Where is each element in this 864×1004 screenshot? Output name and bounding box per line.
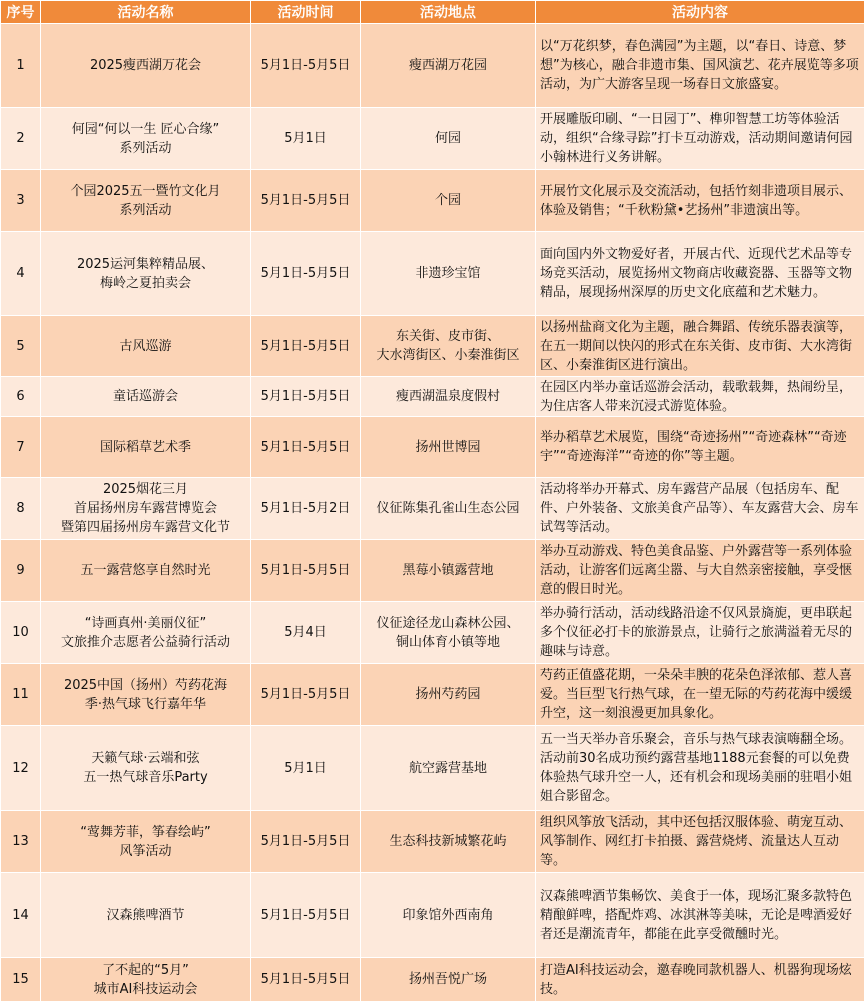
cell-event-time: 5月1日-5月5日 — [251, 170, 361, 232]
cell-event-place: 瘦西湖万花园 — [361, 24, 536, 108]
cell-index: 12 — [1, 726, 41, 811]
cell-event-name: 了不起的“5月” 城市AI科技运动会 — [41, 958, 251, 1002]
cell-event-place: 非遗珍宝馆 — [361, 232, 536, 316]
cell-event-time: 5月1日-5月5日 — [251, 24, 361, 108]
cell-event-name: 何园“何以一生 匠心合缘” 系列活动 — [41, 108, 251, 170]
cell-event-place: 生态科技新城繁花屿 — [361, 811, 536, 873]
cell-event-content: 芍药正值盛花期，一朵朵丰腴的花朵色泽浓郁、惹人喜爱。当巨型飞行热气球，在一望无际的芍药花海中缓缓升空，这一刻浪漫更加具象化。 — [536, 664, 864, 726]
cell-event-content: 活动将举办开幕式、房车露营产品展（包括房车、配件、户外装备、文旅美食产品等）、车友露营大会、房车试驾等活动。 — [536, 478, 864, 540]
table-row — [1, 232, 864, 316]
cell-event-name: 2025瘦西湖万花会 — [41, 24, 251, 108]
cell-event-time: 5月1日-5月5日 — [251, 377, 361, 417]
cell-index: 9 — [1, 540, 41, 602]
table-row — [1, 170, 864, 232]
table-row — [1, 726, 864, 811]
cell-event-place: 何园 — [361, 108, 536, 170]
table-row — [1, 540, 864, 602]
cell-index: 5 — [1, 316, 41, 377]
table-row — [1, 316, 864, 377]
cell-event-name: 天籁气球·云端和弦 五一热气球音乐Party — [41, 726, 251, 811]
cell-event-place: 黑莓小镇露营地 — [361, 540, 536, 602]
table-row — [1, 602, 864, 664]
cell-event-place: 扬州吾悦广场 — [361, 958, 536, 1002]
cell-event-content: 开展雕版印刷、“一日园丁”、榫卯智慧工坊等体验活动，组织“合缘寻踪”打卡互动游戏，活动期间邀请何园小翰林进行义务讲解。 — [536, 108, 864, 170]
cell-event-name: 2025中国（扬州）芍药花海 季·热气球飞行嘉年华 — [41, 664, 251, 726]
cell-event-name: 五一露营悠享自然时光 — [41, 540, 251, 602]
cell-event-time: 5月1日-5月5日 — [251, 811, 361, 873]
cell-event-place: 个园 — [361, 170, 536, 232]
cell-index: 11 — [1, 664, 41, 726]
cell-event-time: 5月1日 — [251, 108, 361, 170]
cell-event-place: 东关街、皮市街、 大水湾街区、小秦淮街区 — [361, 316, 536, 377]
cell-event-name: “莺舞芳菲，筝春绘屿” 风筝活动 — [41, 811, 251, 873]
table-row — [1, 478, 864, 540]
cell-event-content: 举办稻草艺术展览，围绕“奇迹扬州”“奇迹森林”“奇迹宇”“奇迹海洋”“奇迹的你”等主题。 — [536, 417, 864, 478]
table-body — [1, 24, 864, 1002]
cell-event-time: 5月1日-5月2日 — [251, 478, 361, 540]
cell-index: 3 — [1, 170, 41, 232]
cell-event-time: 5月1日-5月5日 — [251, 540, 361, 602]
table-row — [1, 108, 864, 170]
header-event-content: 活动内容 — [536, 1, 864, 24]
cell-event-time: 5月1日-5月5日 — [251, 873, 361, 958]
cell-event-place: 印象馆外西南角 — [361, 873, 536, 958]
cell-index: 7 — [1, 417, 41, 478]
cell-event-content: 举办骑行活动，活动线路沿途不仅风景旖旎，更串联起多个仪征必打卡的旅游景点，让骑行之旅满溢着无尽的趣味与诗意。 — [536, 602, 864, 664]
cell-event-time: 5月1日-5月5日 — [251, 316, 361, 377]
cell-event-content: 开展竹文化展示及交流活动，包括竹刻非遗项目展示、体验及销售；“千秋粉黛•艺扬州”非遗演出等。 — [536, 170, 864, 232]
cell-event-place: 仪征途径龙山森林公园、 铜山体育小镇等地 — [361, 602, 536, 664]
cell-event-content: 打造AI科技运动会，邀春晚同款机器人、机器狗现场炫技。 — [536, 958, 864, 1002]
cell-event-name: 童话巡游会 — [41, 377, 251, 417]
cell-event-place: 扬州世博园 — [361, 417, 536, 478]
cell-event-time: 5月1日-5月5日 — [251, 958, 361, 1002]
cell-event-time: 5月1日-5月5日 — [251, 664, 361, 726]
header-event-place: 活动地点 — [361, 1, 536, 24]
cell-event-name: “诗画真州·美丽仪征” 文旅推介志愿者公益骑行活动 — [41, 602, 251, 664]
table-row — [1, 958, 864, 1002]
cell-event-name: 国际稻草艺术季 — [41, 417, 251, 478]
table-row — [1, 417, 864, 478]
cell-index: 10 — [1, 602, 41, 664]
header-event-name: 活动名称 — [41, 1, 251, 24]
header-row — [1, 1, 864, 24]
cell-event-name: 古风巡游 — [41, 316, 251, 377]
table-row — [1, 664, 864, 726]
cell-index: 15 — [1, 958, 41, 1002]
cell-index: 6 — [1, 377, 41, 417]
cell-event-content: 五一当天举办音乐聚会，音乐与热气球表演嗨翻全场。活动前30名成功预约露营基地1188元套餐的可以免费体验热气球升空一人，还有机会和现场美丽的驻唱小姐姐合影留念。 — [536, 726, 864, 811]
cell-index: 2 — [1, 108, 41, 170]
table-row — [1, 873, 864, 958]
table-row — [1, 811, 864, 873]
cell-event-content: 组织风筝放飞活动，其中还包括汉服体验、萌宠互动、风筝制作、网红打卡拍摄、露营烧烤、流量达人互动等。 — [536, 811, 864, 873]
table-row — [1, 377, 864, 417]
cell-event-content: 在园区内举办童话巡游会活动，载歌载舞，热闹纷呈，为住店客人带来沉浸式游览体验。 — [536, 377, 864, 417]
header-event-time: 活动时间 — [251, 1, 361, 24]
cell-event-time: 5月4日 — [251, 602, 361, 664]
cell-event-place: 仪征陈集孔雀山生态公园 — [361, 478, 536, 540]
cell-index: 14 — [1, 873, 41, 958]
cell-event-content: 举办互动游戏、特色美食品鉴、户外露营等一系列体验活动，让游客们远离尘嚣、与大自然亲密接触，享受惬意的假日时光。 — [536, 540, 864, 602]
cell-index: 4 — [1, 232, 41, 316]
table-row — [1, 24, 864, 108]
cell-event-content: 以“万花织梦，春色满园”为主题，以“春日、诗意、梦想”为核心，融合非遗市集、国风演艺、花卉展览等多项活动，为广大游客呈现一场春日文旅盛宴。 — [536, 24, 864, 108]
cell-index: 8 — [1, 478, 41, 540]
cell-event-time: 5月1日 — [251, 726, 361, 811]
cell-event-place: 航空露营基地 — [361, 726, 536, 811]
cell-event-place: 瘦西湖温泉度假村 — [361, 377, 536, 417]
cell-event-name: 个园2025五一暨竹文化月 系列活动 — [41, 170, 251, 232]
cell-event-time: 5月1日-5月5日 — [251, 232, 361, 316]
cell-event-content: 面向国内外文物爱好者，开展古代、近现代艺术品等专场竞买活动，展览扬州文物商店收藏瓷器、玉器等文物精品，展现扬州深厚的历史文化底蕴和艺术魅力。 — [536, 232, 864, 316]
cell-index: 13 — [1, 811, 41, 873]
header-index: 序号 — [1, 1, 41, 24]
cell-event-content: 汉森熊啤酒节集畅饮、美食于一体，现场汇聚多款特色精酿鲜啤，搭配炸鸡、冰淇淋等美味，无论是啤酒爱好者还是潮流青年，都能在此享受微醺时光。 — [536, 873, 864, 958]
cell-index: 1 — [1, 24, 41, 108]
cell-event-content: 以扬州盐商文化为主题，融合舞蹈、传统乐器表演等，在五一期间以快闪的形式在东关街、皮市街、大水湾街区、小秦淮街区进行演出。 — [536, 316, 864, 377]
cell-event-name: 2025烟花三月 首届扬州房车露营博览会 暨第四届扬州房车露营文化节 — [41, 478, 251, 540]
cell-event-name: 汉森熊啤酒节 — [41, 873, 251, 958]
cell-event-place: 扬州芍药园 — [361, 664, 536, 726]
cell-event-name: 2025运河集粹精品展、 梅岭之夏拍卖会 — [41, 232, 251, 316]
cell-event-time: 5月1日-5月5日 — [251, 417, 361, 478]
